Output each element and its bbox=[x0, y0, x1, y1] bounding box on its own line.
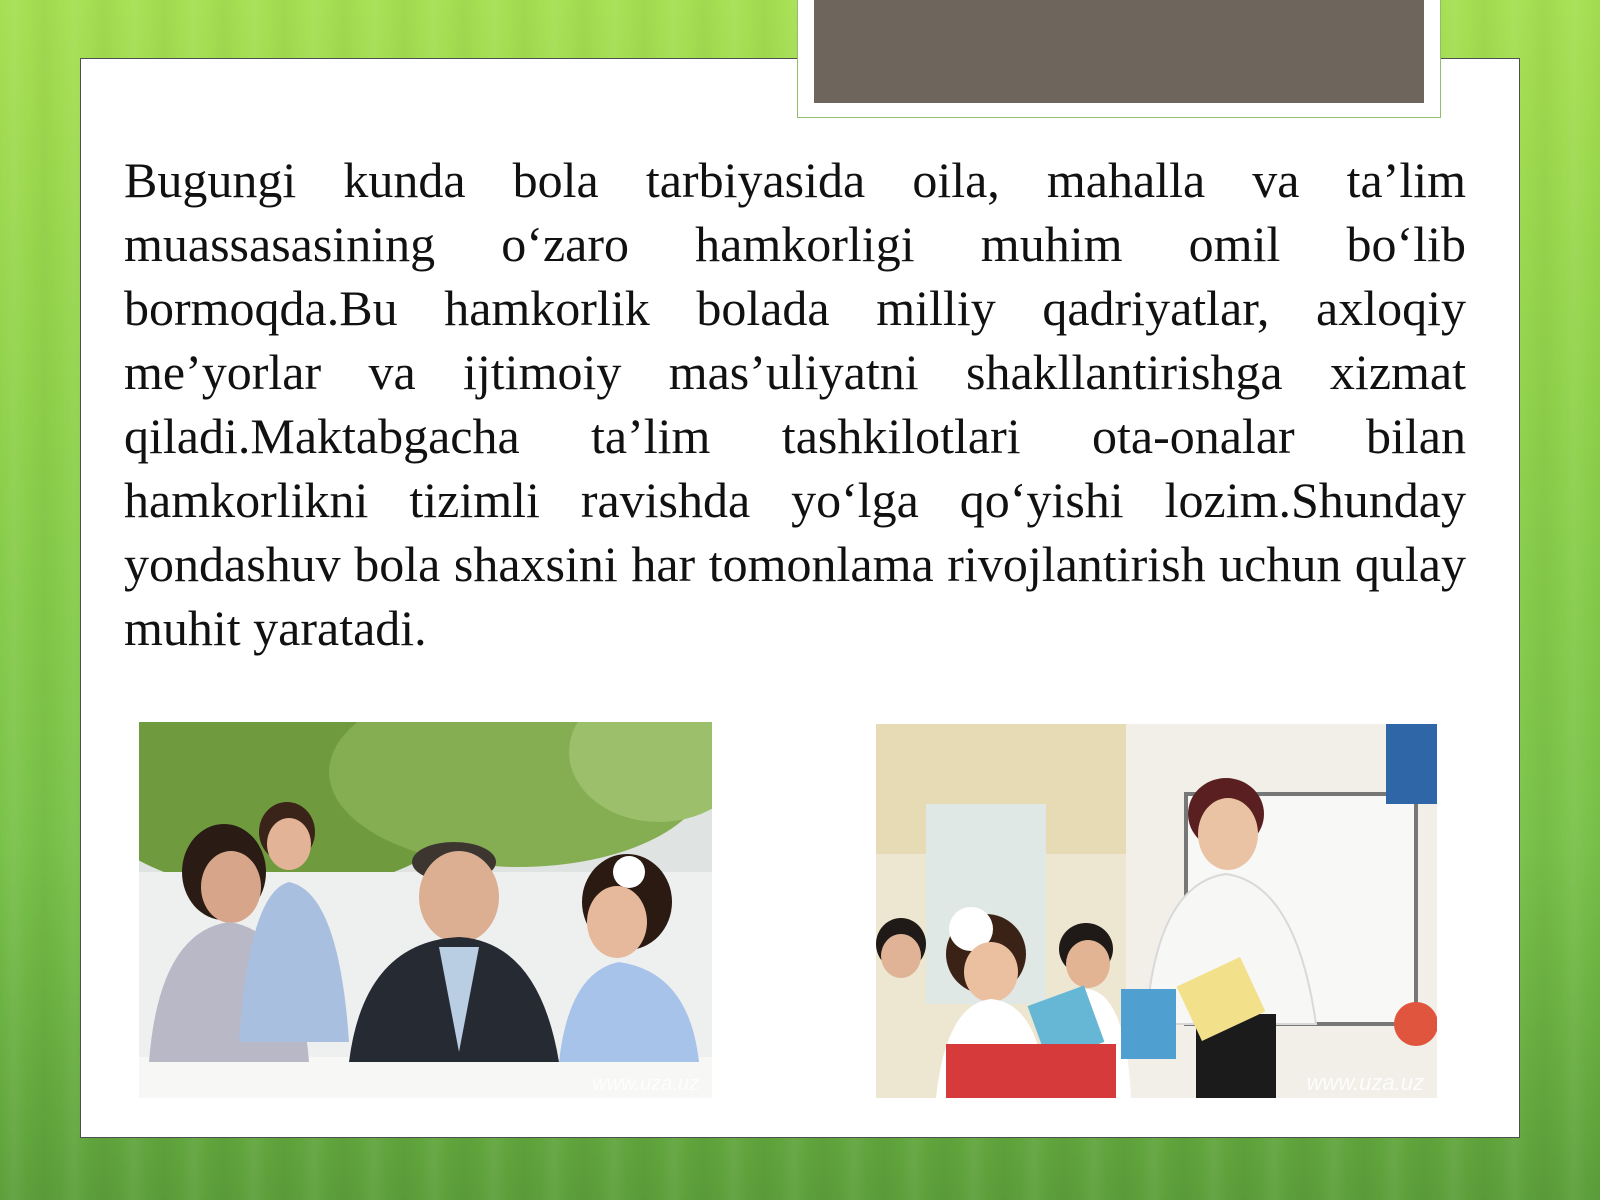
photo-watermark: www.uza.uz bbox=[592, 1073, 699, 1095]
photo-family-elder bbox=[139, 722, 712, 1098]
title-placeholder-tab bbox=[797, 0, 1441, 118]
slide-body-text: Bugungi kunda bola tarbiyasida oila, mahalla va ta’lim muassasasining o‘zaro hamkorligi muhim omil bo‘lib bormoqda.Bu hamkorlik bolada milliy qadriyatlar, axloqiy me’yorlar va ijtimoiy mas’uliyatni shakllantirishga xizmat qiladi.Maktabgacha ta’lim tashkilotlari ota-onalar bilan hamkorlikni tizimli ravishda yo‘lga qo‘yishi lozim.Shunday yondashuv bola shaxsini har tomonlama rivojlantirish uchun qulay muhit yaratadi. bbox=[124, 152, 1466, 656]
photo-classroom-teacher-image bbox=[876, 724, 1437, 1098]
title-bar bbox=[814, 0, 1424, 103]
photo-family-elder-image bbox=[139, 722, 712, 1098]
photo-watermark: www.uza.uz bbox=[1306, 1070, 1424, 1095]
photo-classroom-teacher bbox=[876, 724, 1437, 1098]
